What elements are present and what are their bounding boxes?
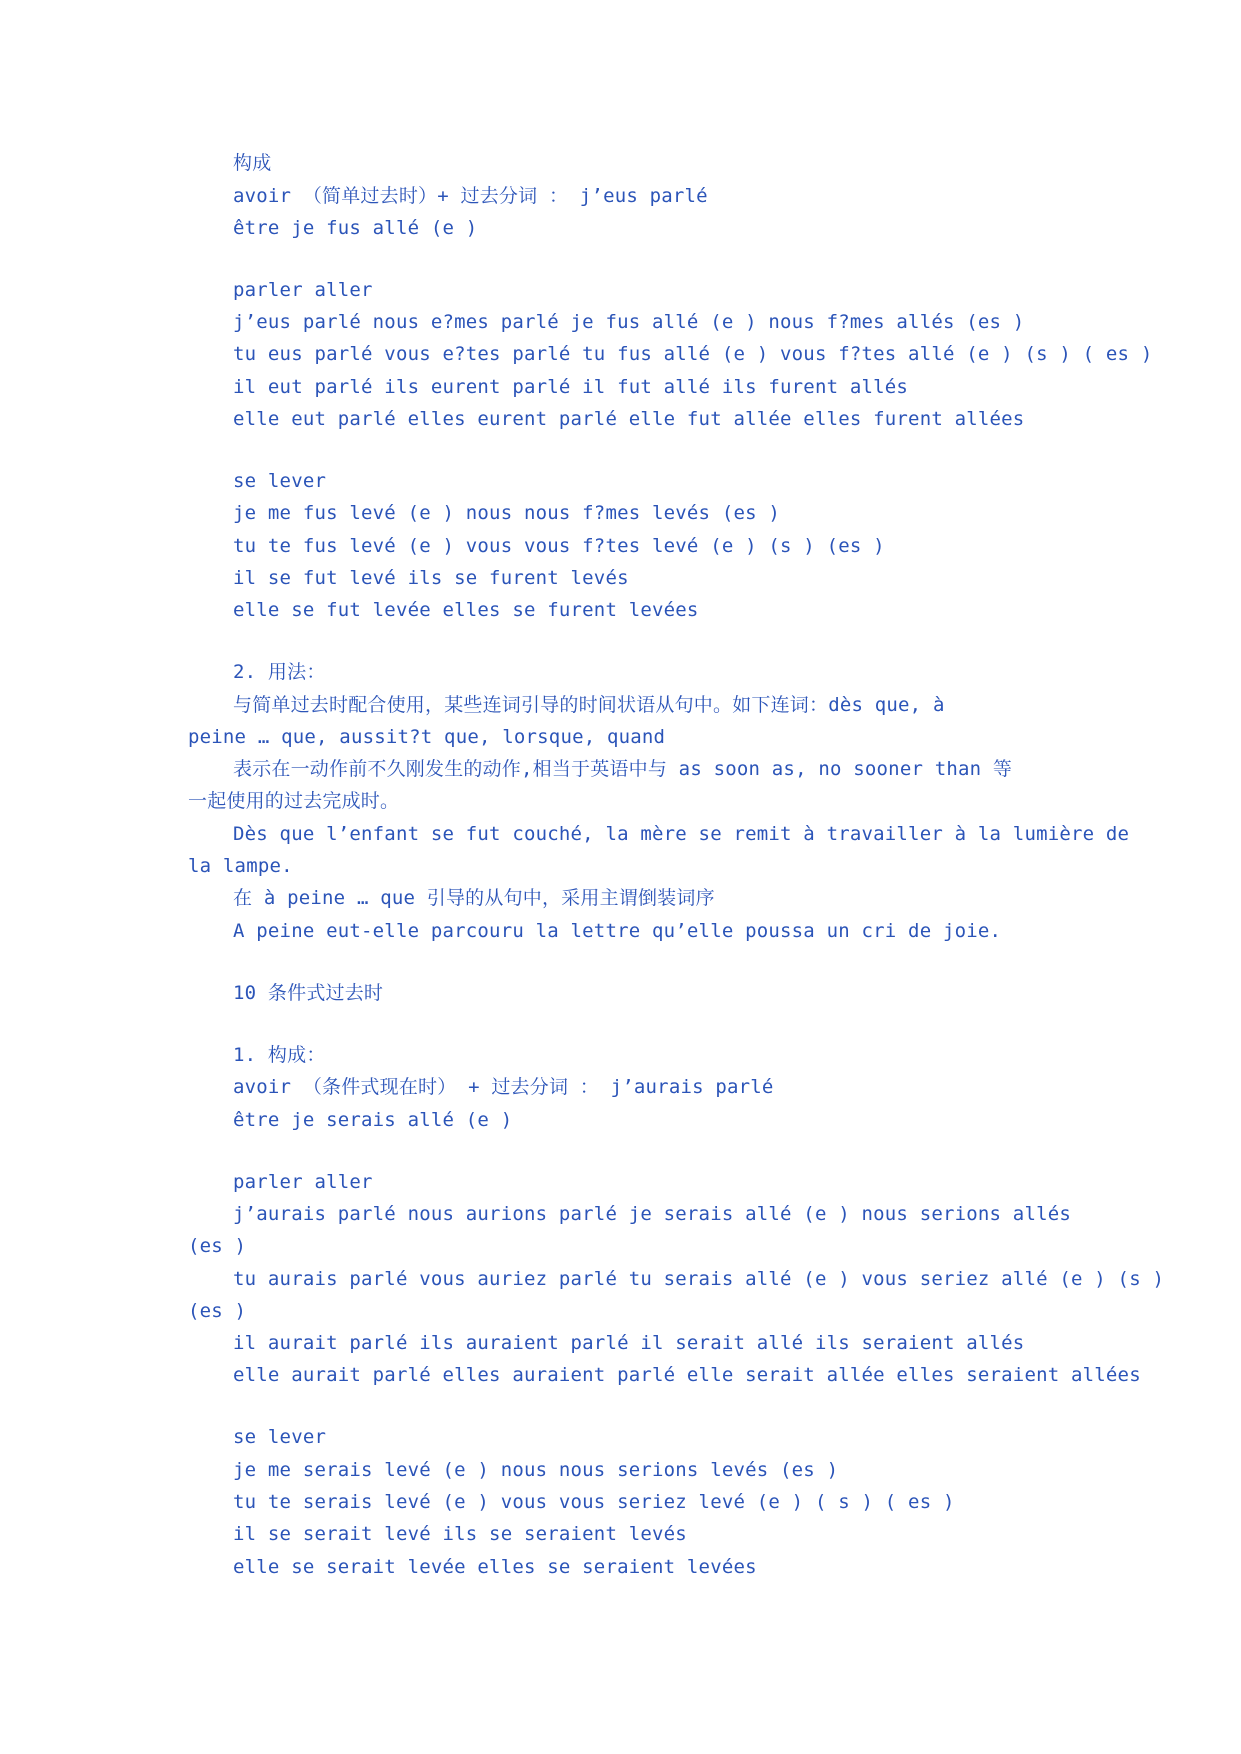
example-sentence-cont: la lampe. <box>188 855 293 877</box>
conjugation-line: il aurait parlé ils auraient parlé il serait allé ils seraient allés <box>233 1332 1025 1354</box>
conjugation-line: j’eus parlé nous e?mes parlé je fus allé (e ) nous f?mes allés (es ) <box>233 311 1025 333</box>
example-sentence: A peine eut-elle parcouru la lettre qu’elle poussa un cri de joie. <box>233 920 1002 942</box>
section-heading: 构成 <box>233 152 272 174</box>
example-sentence: Dès que l’enfant se fut couché, la mère se remit à travailler à la lumière de <box>233 823 1130 845</box>
usage-paragraph-cont: peine … que, aussit?t que, lorsque, quand <box>188 726 666 748</box>
conjugation-line-cont: (es ) <box>188 1300 247 1322</box>
conjugation-line: tu te serais levé (e ) vous vous seriez levé (e ) ( s ) ( es ) <box>233 1491 955 1513</box>
conjugation-line: elle se serait levée elles se seraient levées <box>233 1556 757 1578</box>
conjugation-line: il eut parlé ils eurent parlé il fut allé ils furent allés <box>233 376 909 398</box>
conjugation-line: tu eus parlé vous e?tes parlé tu fus allé (e ) vous f?tes allé (e ) (s ) ( es ) <box>233 343 1153 365</box>
usage-paragraph-cont: 一起使用的过去完成时。 <box>188 790 400 812</box>
avoir-formation-line: avoir （条件式现在时） + 过去分词 ： j’aurais parlé <box>233 1076 774 1098</box>
conjugation-line: j’aurais parlé nous aurions parlé je serais allé (e ) nous serions allés <box>233 1203 1072 1225</box>
verbs-label: parler aller <box>233 279 373 301</box>
verbs-label: parler aller <box>233 1171 373 1193</box>
conjugation-line: tu aurais parlé vous auriez parlé tu serais allé (e ) vous seriez allé (e ) (s ) <box>233 1268 1165 1290</box>
section-heading: 1. 构成： <box>233 1044 326 1066</box>
usage-note: 在 à peine … que 引导的从句中，采用主谓倒装词序 <box>233 887 715 909</box>
conjugation-line: il se serait levé ils se seraient levés <box>233 1523 687 1545</box>
section-title: 10 条件式过去时 <box>233 982 384 1004</box>
se-lever-label: se lever <box>233 1426 327 1448</box>
usage-paragraph: 与简单过去时配合使用，某些连词引导的时间状语从句中。如下连词：dès que, à <box>233 694 945 716</box>
conjugation-line: il se fut levé ils se furent levés <box>233 567 629 589</box>
conjugation-line: elle eut parlé elles eurent parlé elle fut allée elles furent allées <box>233 408 1025 430</box>
etre-formation-line: être je serais allé (e ) <box>233 1109 513 1131</box>
conjugation-line: tu te fus levé (e ) vous vous f?tes levé (e ) (s ) (es ) <box>233 535 885 557</box>
conjugation-line: je me serais levé (e ) nous nous serions levés (es ) <box>233 1459 839 1481</box>
usage-paragraph: 表示在一动作前不久刚发生的动作,相当于英语中与 as soon as, no sooner than 等 <box>233 758 1013 780</box>
se-lever-label: se lever <box>233 470 327 492</box>
conjugation-line: elle se fut levée elles se furent levées <box>233 599 699 621</box>
usage-heading: 2. 用法： <box>233 661 326 683</box>
conjugation-line: elle aurait parlé elles auraient parlé elle serait allée elles seraient allées <box>233 1364 1141 1386</box>
conjugation-line: je me fus levé (e ) nous nous f?mes levés (es ) <box>233 502 781 524</box>
conjugation-line-cont: (es ) <box>188 1235 247 1257</box>
etre-formation-line: être je fus allé (e ) <box>233 217 478 239</box>
avoir-formation-line: avoir （简单过去时）+ 过去分词 ： j’eus parlé <box>233 185 708 207</box>
